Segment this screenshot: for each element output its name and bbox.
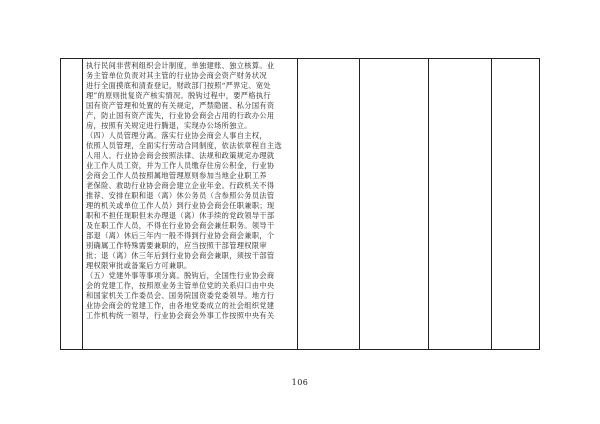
text-line: 别确属工作特殊需要兼职的，应当按照干部管理权限审 xyxy=(86,241,267,250)
text-line: 理权限审批或备案后方可兼职。 xyxy=(86,261,192,270)
column-divider xyxy=(359,59,360,349)
text-line: 执行民间非营利组织会计制度，单独建账、独立核算。业 xyxy=(86,61,275,70)
text-line: 工作机构统一领导，行业协会商会外事工作按照中央有关 xyxy=(86,311,275,320)
text-line: 会的党建工作，按照原业务主管单位党的关系归口由中央 xyxy=(86,281,275,290)
text-line: 业工作人员工资，并为工作人员缴存住房公积金，行业协 xyxy=(86,161,275,170)
text-line: 老保险、救助行业协会商会建立企业年金。行政机关不得 xyxy=(86,181,275,190)
document-table xyxy=(60,58,540,350)
content-cell xyxy=(83,59,297,349)
text-line: 批；退（离）休三年后到行业协会商会兼职，须按干部管 xyxy=(86,251,275,260)
text-line: 会商会工作人员按照属地管理原则参加当地企业职工养 xyxy=(86,171,267,180)
column-divider xyxy=(297,59,298,349)
text-line: 业协会商会的党建工作，由各地党委成立的社会组织党建 xyxy=(86,301,275,310)
text-line: 职和不担任现职但未办理退（离）休手续的党政领导干部 xyxy=(86,211,275,220)
text-line: 及在职工作人员，不得在行业协会商会兼任职务。领导干 xyxy=(86,221,275,230)
text-line: 进行全面摸底和清查登记，财政部门按照“严界定、宽处 xyxy=(86,81,271,90)
column-divider xyxy=(491,59,492,349)
text-line: 产，防止国有资产流失，行业协会商会占用的行政办公用 xyxy=(86,111,275,120)
text-line: 国有资产管理和处置的有关规定，严禁隐匿、私分国有资 xyxy=(86,101,275,110)
page-number: 106 xyxy=(291,378,309,387)
text-line: 和国家机关工作委员会、国务院国资委党委领导。地方行 xyxy=(86,291,275,300)
text-line: （五）党建外事等事项分离。脱钩后，全国性行业协会商 xyxy=(86,271,275,280)
text-line: 务主管单位负责对其主管的行业协会商会资产财务状况 xyxy=(86,71,267,80)
text-line: 理”的原则批复资产核实情况。脱钩过程中，要严格执行 xyxy=(86,91,271,100)
text-line: 推荐、安排在职和退（离）休公务员（含参照公务员法管 xyxy=(86,191,275,200)
text-line: 人用人。行业协会商会按照法律、法规和政策规定办理就 xyxy=(86,151,275,160)
text-line: （四）人员管理分离。落实行业协会商会人事自主权， xyxy=(86,131,267,140)
text-line: 理的机关或单位工作人员）到行业协会商会任职兼职；现 xyxy=(86,201,275,210)
text-line: 房，按照有关规定进行腾退，实现办公场所独立。 xyxy=(86,121,252,130)
text-line: 依照人员管理，全面实行劳动合同制度，依法依章程自主选 xyxy=(86,141,282,150)
text-line: 部退（离）休后三年内一般不得到行业协会商会兼职，个 xyxy=(86,231,275,240)
column-divider xyxy=(428,59,429,349)
